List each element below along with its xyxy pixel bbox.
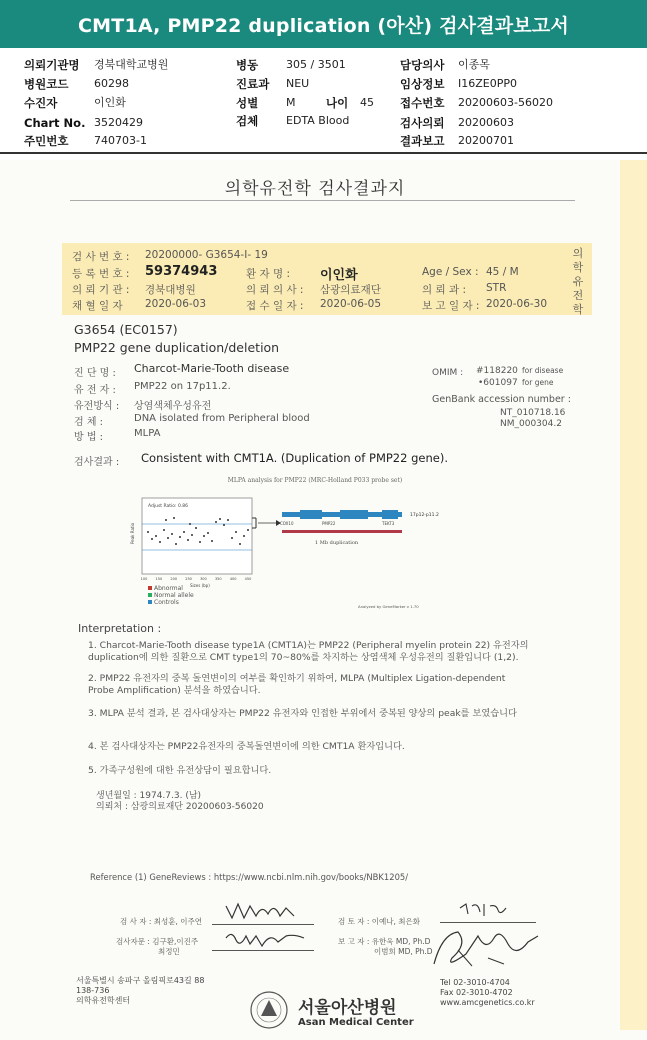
gene-label-tekt3: TEKT3	[382, 521, 395, 526]
report-date: 2020-06-30	[486, 298, 548, 310]
field-ward	[236, 58, 346, 72]
probe-dot	[207, 532, 209, 534]
specimen: DNA isolated from Peripheral blood	[134, 413, 310, 424]
patient-name: 이인화	[320, 268, 358, 283]
tel-line: Tel 02-3010-4704	[440, 978, 510, 987]
legend-swatch	[148, 600, 152, 604]
gene-label: 유 전 자 :	[74, 385, 116, 396]
x-tick-label: 150	[155, 577, 163, 581]
field-label: 성별	[236, 96, 259, 110]
interpretation-item: 1. Charcot-Marie-Tooth disease type1A (CMT1A)는 PMP22 (Peripheral myelin protein 22) 유전자의	[88, 640, 529, 651]
gene-label-cox10: COX10	[280, 521, 294, 526]
side-vertical-text: 의 학 유 전 학	[572, 247, 584, 316]
receive-label: 접 수 일 자 :	[246, 300, 304, 312]
x-ticks	[141, 577, 252, 581]
field-label: 검체	[236, 114, 259, 128]
fax-line: Fax 02-3010-4702	[440, 988, 513, 997]
legend-label: Controls	[154, 599, 179, 606]
omim-label: OMIM :	[432, 368, 464, 378]
age-sex-label: Age / Sex :	[422, 266, 479, 278]
dept-label: 의 뢰 과 :	[422, 284, 466, 296]
field-value: I16ZE0PP0	[458, 77, 517, 90]
result-label: 검사결과 :	[74, 457, 120, 468]
field-value: 이종목	[458, 58, 490, 71]
page-edge-strip	[620, 160, 647, 1030]
reporter-label-2: 이범희 MD, Ph.D	[374, 947, 433, 956]
probe-dot	[151, 538, 153, 540]
gene-block-pmp22	[340, 510, 368, 519]
address-line: 서울특별시 송파구 올림픽로43길 88	[76, 976, 205, 985]
interpretation-item: 2. PMP22 유전자의 중복 돌연변이의 여부를 확인하기 위하여, MLPA (Multiplex Ligation-dependent	[88, 673, 506, 684]
birth-date-line: 생년월일 : 1974.7.3. (남)	[96, 791, 202, 801]
probe-dot	[247, 529, 249, 531]
method: MLPA	[134, 428, 161, 439]
field-label: 의뢰기관명	[24, 58, 80, 72]
patient-name-label: 환 자 명 :	[246, 268, 290, 280]
field-value: 20200603-56020	[458, 96, 553, 109]
omim-gene-note: for gene	[522, 378, 554, 387]
probe-dot	[189, 523, 191, 525]
probe-dot	[167, 537, 169, 539]
age-sex: 45 / M	[486, 266, 519, 278]
field-label: 수진자	[24, 96, 58, 110]
tester-signature	[222, 896, 302, 926]
genbank-label: GenBank accession number :	[432, 394, 571, 405]
field-specimen	[236, 114, 349, 128]
report-header-title: CMT1A, PMP22 duplication (아산) 검사결과보고서	[0, 0, 647, 48]
probe-dot	[179, 536, 181, 538]
field-value: 3520429	[94, 116, 143, 129]
inheritance: 상염색체우성유전	[134, 401, 212, 412]
specimen-label: 검 체 :	[74, 417, 104, 428]
reg-no-label: 등 록 번 호 :	[72, 268, 130, 280]
field-value: 740703-1	[94, 134, 147, 147]
genbank-1: NT_010718.16	[500, 408, 566, 418]
field-value: 60298	[94, 77, 129, 90]
gene: PMP22 on 17p11.2.	[134, 381, 231, 392]
collect-date: 2020-06-03	[145, 298, 207, 310]
x-axis-label: Sizes (bp)	[190, 583, 210, 588]
field-label: 임상정보	[400, 77, 445, 91]
interpretation-heading: Interpretation :	[78, 622, 162, 635]
address-line: 138-736	[76, 986, 110, 995]
inheritance-label: 유전방식 :	[74, 401, 120, 412]
probe-dot	[227, 519, 229, 521]
duplication-label: 1 Mb duplication	[315, 540, 359, 546]
approver-label-2: 최정민	[158, 947, 180, 956]
probe-dot	[243, 535, 245, 537]
probe-dot	[231, 537, 233, 539]
figure-credit: Analyzed by GeneMarker v 1.70	[358, 604, 419, 609]
plot-frame	[142, 498, 252, 574]
x-tick-label: 200	[170, 577, 178, 581]
field-value: M	[286, 96, 296, 109]
gene-block-cox10	[300, 510, 322, 519]
probe-dot	[203, 535, 205, 537]
omim-disease: #118220	[476, 366, 518, 376]
field-clinical-info	[400, 77, 517, 91]
probe-dot	[219, 518, 221, 520]
reporter-label: 보 고 자 : 유한욱 MD, Ph.D	[338, 937, 431, 946]
probe-dot	[215, 521, 217, 523]
field-label: 접수번호	[400, 96, 445, 110]
x-tick-label: 400	[229, 577, 237, 581]
probe-dot	[171, 533, 173, 535]
tester-label: 검 사 자 : 최성훈, 이주연	[120, 917, 203, 926]
figure-title: MLPA analysis for PMP22 (MRC-Holland P033 probe set)	[227, 477, 403, 484]
hospital-name-kr: 서울아산병원	[298, 998, 397, 1018]
x-tick-label: 100	[140, 577, 148, 581]
result-text: Consistent with CMT1A. (Duplication of PMP22 gene).	[141, 451, 448, 465]
omim-disease-note: for disease	[522, 366, 564, 375]
probe-dot	[159, 541, 161, 543]
x-tick-label: 300	[200, 577, 207, 581]
field-value: 이인화	[94, 96, 126, 109]
field-value: EDTA Blood	[286, 114, 350, 127]
interpretation-item: duplication에 의한 질환으로 CMT type1의 70~80%를 차지하는 상염색체 우성유전의 질환입니다 (1,2).	[88, 652, 519, 663]
web-line: www.amcgenetics.co.kr	[440, 998, 535, 1007]
address-line: 의학유전학센터	[76, 996, 131, 1005]
diagnosis-label: 진 단 명 :	[74, 368, 116, 379]
probe-dot	[183, 531, 185, 533]
receive-date: 2020-06-05	[320, 298, 382, 310]
duplication-bar	[282, 530, 402, 533]
probe-dot	[175, 543, 177, 545]
field-label: 나이	[326, 96, 349, 110]
x-tick-label: 250	[185, 577, 192, 581]
req-org-label: 의 뢰 기 관 :	[72, 284, 130, 296]
field-label: 검사의뢰	[400, 116, 445, 130]
method-label: 방 법 :	[74, 432, 104, 443]
report-title: 의학유전학 검사결과지	[224, 179, 406, 199]
field-hospital-code	[24, 77, 129, 91]
footer-contact	[440, 978, 535, 1008]
field-label: 주민번호	[24, 134, 69, 148]
locus-label: 17p12-p11.2	[410, 513, 439, 518]
legend-label: Abnormal	[154, 585, 183, 592]
probe-dot	[165, 519, 167, 521]
header-info-panel	[0, 50, 647, 154]
field-value: NEU	[286, 77, 310, 90]
test-name: PMP22 gene duplication/deletion	[74, 340, 280, 355]
req-doctor-label: 의 뢰 의 사 :	[246, 284, 304, 296]
exam-no-label: 검 사 번 호 :	[72, 251, 130, 263]
legend-abnormal	[148, 585, 194, 592]
probe-dot	[147, 531, 149, 533]
interpretation-item: 4. 본 검사대상자는 PMP22유전자의 중복돌연변이에 의한 CMT1A 환자입니다.	[88, 741, 405, 752]
field-label: 병원코드	[24, 77, 69, 91]
interpretation-item: 5. 가족구성원에 대한 유전상담이 필요합니다.	[88, 765, 272, 776]
probe-dot	[235, 531, 237, 533]
ratio-label: Adjust Ratio: 0.86	[148, 504, 189, 509]
field-org	[24, 58, 168, 72]
approver-label: 검사자문 : 김구환,이진주	[116, 937, 199, 946]
probe-dot	[173, 517, 175, 519]
field-doctor	[400, 58, 490, 72]
probe-dot	[195, 527, 197, 529]
field-label: 결과보고	[400, 134, 445, 148]
field-accession-no	[400, 96, 553, 110]
field-label: 진료과	[236, 77, 270, 91]
field-value: 305 / 3501	[286, 58, 346, 71]
probe-dot	[187, 539, 189, 541]
y-axis-label: Peak Ratio	[130, 522, 135, 544]
probe-dot	[211, 540, 213, 542]
diagnosis: Charcot-Marie-Tooth disease	[134, 362, 290, 375]
req-org: 경북대병원	[145, 284, 196, 296]
genbank-2: NM_000304.2	[500, 419, 562, 429]
x-tick-label: 450	[244, 577, 252, 581]
field-report-date	[400, 134, 514, 148]
field-label: 담당의사	[400, 58, 445, 72]
reviewer-label: 검 토 자 : 이예나, 최은화	[338, 917, 421, 926]
field-value: 20200603	[458, 116, 514, 129]
field-label: 병동	[236, 58, 259, 72]
report-date-label: 보 고 일 자 :	[422, 300, 480, 312]
exam-no: 20200000- G3654-I- 19	[145, 249, 268, 261]
interpretation-item: Probe Amplification) 분석을 하였습니다.	[88, 685, 261, 696]
field-patient	[24, 96, 126, 110]
field-sex	[236, 96, 374, 110]
gene-block-tekt3	[382, 510, 398, 519]
req-doctor: 삼광의료재단	[320, 284, 381, 296]
hospital-seal-logo	[246, 990, 292, 1030]
figure-legend	[148, 585, 194, 606]
field-value: 45	[360, 96, 374, 109]
legend-normal	[148, 592, 194, 599]
collect-label: 채 혈 일 자	[72, 300, 123, 312]
reg-no: 59374943	[145, 264, 218, 279]
field-resident-no	[24, 134, 147, 148]
requester-line: 의뢰처 : 삼광의료재단 20200603-56020	[96, 802, 264, 812]
dept: STR	[486, 282, 507, 294]
probe-dot	[223, 524, 225, 526]
field-label: Chart No.	[24, 116, 86, 130]
interpretation-item: 3. MLPA 분석 결과, 본 검사대상자는 PMP22 유전자와 인접한 부위에서 중복된 양상의 peak를 보였습니다	[88, 708, 517, 719]
legend-label: Normal allele	[154, 592, 194, 599]
probe-dot	[199, 541, 201, 543]
field-value: 20200701	[458, 134, 514, 147]
reference-line: Reference (1) GeneReviews : https://www.ncbi.nlm.nih.gov/books/NBK1205/	[90, 872, 409, 882]
footer-address	[76, 976, 204, 1006]
probe-dot	[163, 529, 165, 531]
reporter-signature	[428, 914, 548, 974]
title-divider	[70, 200, 575, 201]
field-dept	[236, 77, 309, 91]
x-tick-label: 350	[214, 577, 222, 581]
legend-swatch	[148, 586, 152, 590]
probe-dot	[239, 543, 241, 545]
gene-label-pmp22: PMP22	[322, 521, 336, 526]
field-chart-no	[24, 116, 143, 130]
hospital-name-en: Asan Medical Center	[298, 1017, 414, 1028]
omim-gene: •601097	[478, 378, 518, 388]
field-value: 경북대학교병원	[94, 58, 169, 71]
test-code: G3654 (EC0157)	[74, 322, 178, 337]
approver-signature	[220, 926, 310, 954]
field-request-date	[400, 116, 514, 130]
probe-dot	[155, 535, 157, 537]
legend-swatch	[148, 593, 152, 597]
legend-controls	[148, 599, 194, 606]
probe-dot	[191, 534, 193, 536]
